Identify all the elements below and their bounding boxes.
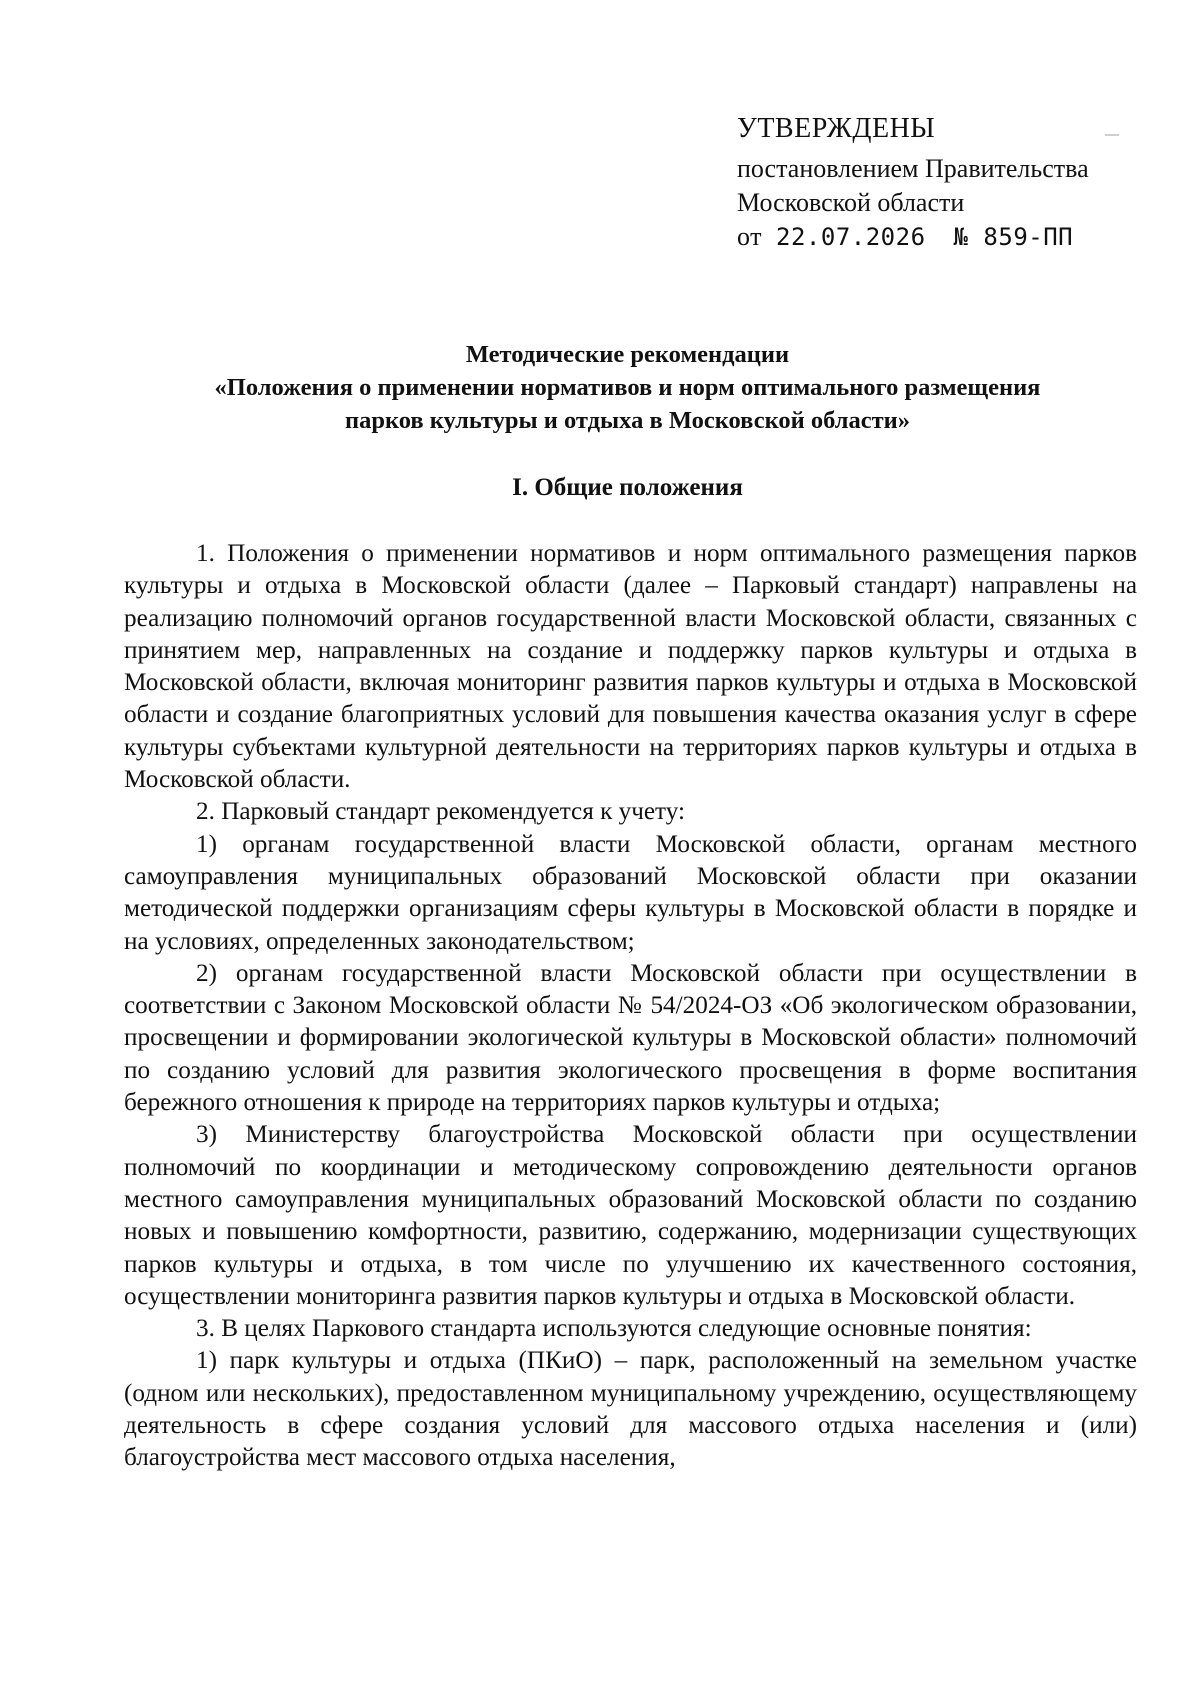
- approval-date-line: [737, 220, 1157, 254]
- paragraph-2: 2. Парковый стандарт рекомендуется к учету:: [196, 798, 685, 826]
- date-prefix: от: [737, 222, 763, 251]
- paragraph-1: 1. Положения о применении нормативов и норм оптимального размещения парков культуры и отдыха в Московской области (далее – Парковый стандарт) направлены на реализацию полномочий органов государственной власти Московской области, связанных с принятием мер, направленных на создание и поддержку парков культуры и отдыха в Московской области, включая мониторинг развития парков культуры и отдыха в Московской области и создание благоприятных условий для повышения качества оказания услуг в сфере культуры субъектами культурной деятельности на территориях парков культуры и отдыха в Московской области.: [124, 540, 1137, 794]
- body-text: [124, 538, 1137, 1475]
- title-line-1: Методические рекомендации: [465, 341, 790, 368]
- title-line-2: «Положения о применении нормативов и норм оптимального размещения: [214, 374, 1041, 401]
- document-title: [120, 338, 1135, 437]
- paragraph-2-item-3: 3) Министерству благоустройства Московской области при осуществлении полномочий по координации и методическому сопровождению деятельности органов местного самоуправления муниципальных образований Московской области по созданию новых и повышению комфортности, развитию, содержанию, модернизации существующих парков культуры и отдыха, в том числе по улучшению их качественного состояния, осуществлении мониторинга развития парков культуры и отдыха в Московской области.: [124, 1121, 1137, 1310]
- paragraph-3-item-1: 1) парк культуры и отдыха (ПКиО) – парк, расположенный на земельном участке (одном или нескольких), предоставленном муниципальному учреждению, осуществляющему деятельность в сфере создания условий для массового отдыха населения и (или) благоустройства мест массового отдыха населения,: [124, 1347, 1137, 1472]
- approval-authority-line: постановлением Правительства: [737, 154, 1089, 183]
- approval-region-line: Московской области: [737, 188, 965, 217]
- approval-stamp-block: [737, 112, 1157, 254]
- paragraph-3: 3. В целях Паркового стандарта используются следующие основные понятия:: [196, 1315, 1032, 1343]
- paragraph-2-item-2: 2) органам государственной власти Московской области при осуществлении в соответствии с Законом Московской области № 54/2024-ОЗ «Об экологическом образовании, просвещении и формировании экологической культуры в Московской области» полномочий по созданию условий для развития экологического просвещения в форме воспитания бережного отношения к природе на территориях парков культуры и отдыха;: [124, 959, 1137, 1117]
- approval-date: 22.07.2026: [776, 223, 926, 251]
- section-heading: I. Общие положения: [512, 474, 743, 501]
- approval-label: УТВЕРЖДЕНЫ: [737, 113, 936, 144]
- approval-number: № 859-ПП: [953, 223, 1074, 251]
- paragraph-2-item-1: 1) органам государственной власти Московской области, органам местного самоуправления муниципальных образований Московской области при оказании методической поддержки организациям сферы культуры в Московской области в порядке и на условиях, определенных законодательством;: [124, 830, 1137, 955]
- title-line-3: парков культуры и отдыха в Московской области»: [344, 407, 911, 434]
